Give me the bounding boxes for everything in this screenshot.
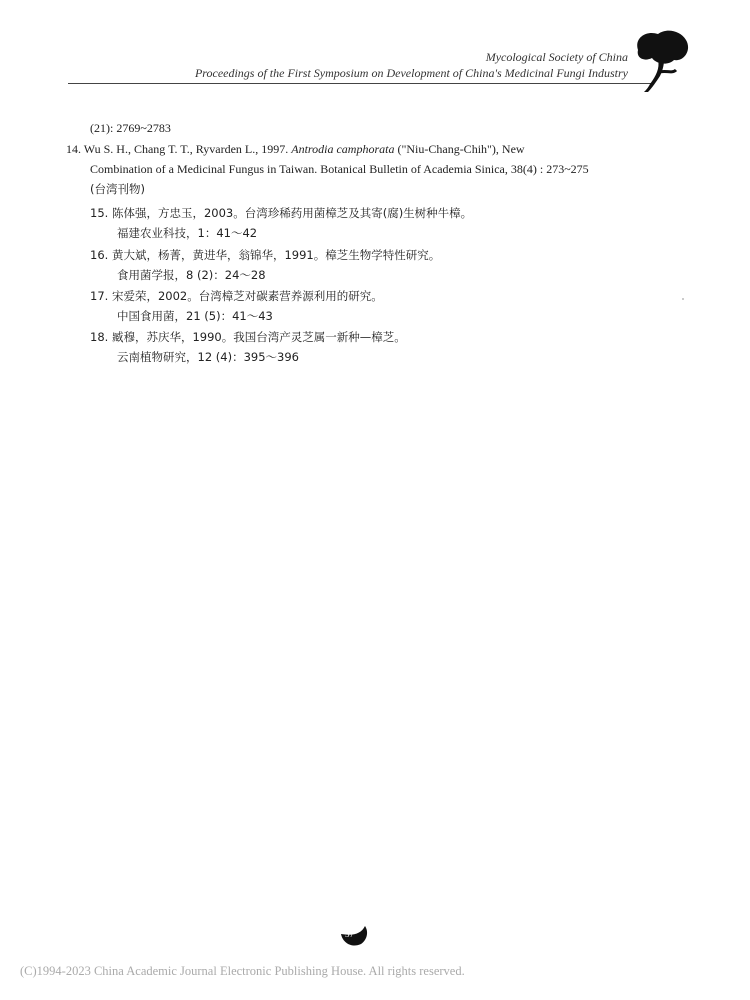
scan-speck: [682, 298, 684, 300]
copyright-footer: (C)1994-2023 China Academic Journal Electronic Publishing House. All rights reserved.: [20, 964, 465, 978]
page-number: 37: [345, 929, 354, 939]
header-rule: [68, 83, 651, 84]
ref-15-line1: 15. 陈体强，方忠玉，2003。台湾珍稀药用菌樟芝及其寄(腐)生树种牛樟。: [90, 206, 473, 220]
ref-17-line2: 中国食用菌，21 (5)：41～43: [117, 309, 273, 323]
mushroom-logo-icon: [632, 28, 692, 94]
ref-14-line3: (台湾刊物): [90, 182, 145, 196]
header-proceedings: Proceedings of the First Symposium on Development of China's Medicinal Fungi Industry: [194, 66, 628, 80]
ref-14-species: Antrodia camphorata: [291, 142, 395, 156]
ref-18-line2: 云南植物研究，12 (4)：395～396: [117, 350, 299, 364]
ref-15-line2: 福建农业科技，1：41～42: [117, 226, 258, 240]
ref-17-line1: 17. 宋爱荣，2002。台湾樟芝对碳素营养源利用的研究。: [90, 289, 383, 303]
ref-16-line2: 食用菌学报，8 (2)：24～28: [117, 268, 266, 282]
ref-16-line1: 16. 黄大斌，杨菁，黄进华，翁锦华，1991。樟芝生物学特性研究。: [90, 248, 441, 262]
ref-13-tail: (21): 2769~2783: [90, 121, 171, 135]
ref-14-line1: [66, 139, 525, 159]
ref-14-title-start: ("Niu-Chang-Chih"), New: [394, 142, 525, 156]
ref-14-authors: 14. Wu S. H., Chang T. T., Ryvarden L., 1997.: [66, 142, 292, 156]
page-number-badge-icon: [339, 924, 369, 948]
ref-18-line1: 18. 臧穆，苏庆华，1990。我国台湾产灵芝属一新种—樟芝。: [90, 330, 406, 344]
ref-14-line2: Combination of a Medicinal Fungus in Taiwan. Botanical Bulletin of Academia Sinica, 38(4) : 273~275: [90, 162, 589, 176]
header-society: Mycological Society of China: [485, 50, 628, 64]
